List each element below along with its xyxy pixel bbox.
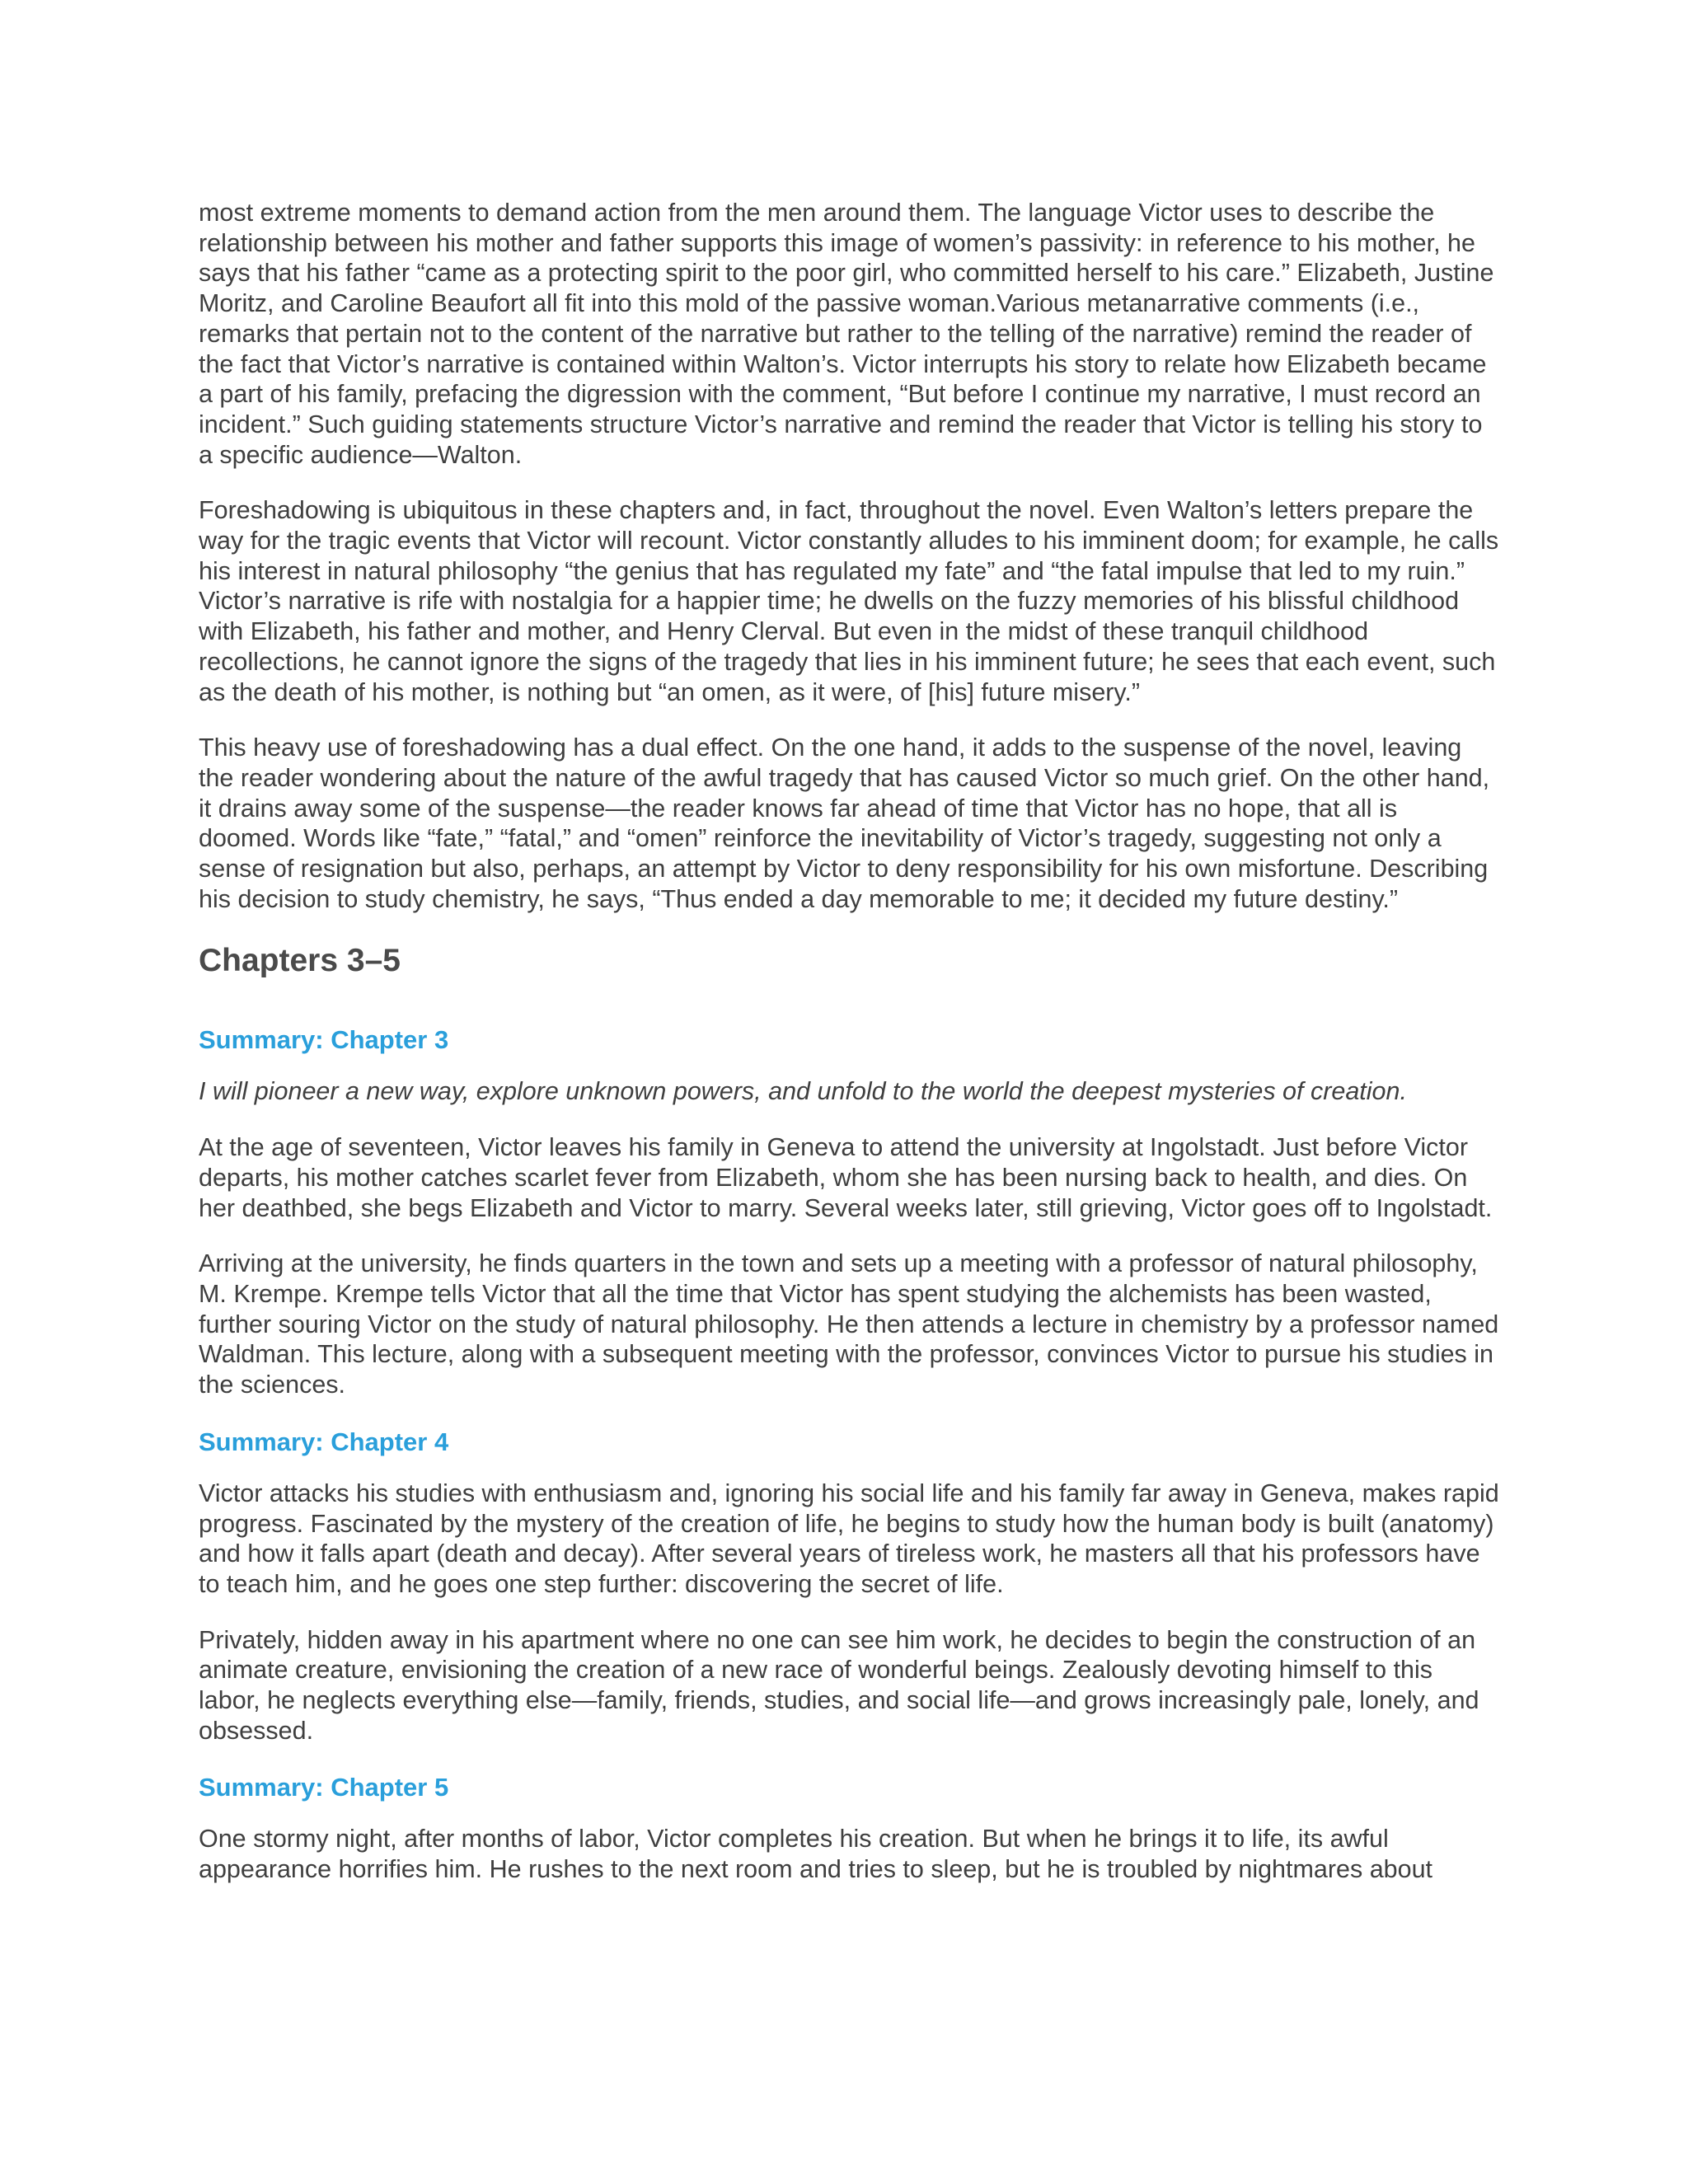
body-paragraph: Privately, hidden away in his apartment where no one can see him work, he decides to begin the construction of an animate creature, envisioning the creation of a new race of wonderful beings. Zealously devoting himself to this labor, he neglects everything else—family, friends, studies, and social life—and grows increasingly pale, lonely, and obsessed.	[199, 1625, 1479, 1745]
body-paragraph: Arriving at the university, he finds quarters in the town and sets up a meeting with a professor of natural philosophy, M. Krempe. Krempe tells Victor that all the time that Victor has spent studying the alchemists has been wasted, further souring Victor on the study of natural philosophy. He then attends a lecture in chemistry by a professor named Waldman. This lecture, along with a subsequent meeting with the professor, convinces Victor to pursue his studies in the sciences.	[199, 1249, 1499, 1399]
summary-heading-chapter-3: Summary: Chapter 3	[199, 1025, 449, 1055]
body-paragraph: Foreshadowing is ubiquitous in these chapters and, in fact, throughout the novel. Even Walton’s letters prepare the way for the tragic events that Victor will recount. Victor constantly alludes to his imminent doom; for example, he calls his interest in natural philosophy “the genius that has regulated my fate” and “the fatal impulse that led to my ruin.” Victor’s narrative is rife with nostalgia for a happier time; he dwells on the fuzzy memories of his blissful childhood with Elizabeth, his father and mother, and Henry Clerval. But even in the midst of these tranquil childhood recollections, he cannot ignore the signs of the tragedy that lies in his imminent future; he sees that each event, such as the death of his mother, is nothing but “an omen, as it were, of [his] future misery.”	[199, 496, 1499, 706]
summary-heading-chapter-4: Summary: Chapter 4	[199, 1427, 449, 1456]
page-content	[199, 198, 1501, 1885]
epigraph-quote: I will pioneer a new way, explore unknown powers, and unfold to the world the deepest mysteries of creation.	[199, 1077, 1407, 1106]
body-paragraph: At the age of seventeen, Victor leaves his family in Geneva to attend the university at Ingolstadt. Just before Victor departs, his mother catches scarlet fever from Elizabeth, whom she has been nursing back to health, and dies. On her deathbed, she begs Elizabeth and Victor to marry. Several weeks later, still grieving, Victor goes off to Ingolstadt.	[199, 1133, 1493, 1222]
body-paragraph: most extreme moments to demand action from the men around them. The language Victor uses to describe the relationship between his mother and father supports this image of women’s passivity: in reference to his mother, he says that his father “came as a protecting spirit to the poor girl, who committed herself to his care.” Elizabeth, Justine Moritz, and Caroline Beaufort all fit into this mold of the passive woman.Various metanarrative comments (i.e., remarks that pertain not to the content of the narrative but rather to the telling of the narrative) remind the reader of the fact that Victor’s narrative is contained within Walton’s. Victor interrupts his story to relate how Elizabeth became a part of his family, prefacing the digression with the comment, “But before I continue my narrative, I must record an incident.” Such guiding statements structure Victor’s narrative and remind the reader that Victor is telling his story to a specific audience—Walton.	[199, 199, 1494, 469]
body-paragraph: This heavy use of foreshadowing has a dual effect. On the one hand, it adds to the suspense of the novel, leaving the reader wondering about the nature of the awful tragedy that has caused Victor so much grief. On the other hand, it drains away some of the suspense—the reader knows far ahead of time that Victor has no hope, that all is doomed. Words like “fate,” “fatal,” and “omen” reinforce the inevitability of Victor’s tragedy, suggesting not only a sense of resignation but also, perhaps, an attempt by Victor to deny responsibility for his own misfortune. Describing his decision to study chemistry, he says, “Thus ended a day memorable to me; it decided my future destiny.”	[199, 733, 1490, 913]
body-paragraph: Victor attacks his studies with enthusiasm and, ignoring his social life and his family far away in Geneva, makes rapid progress. Fascinated by the mystery of the creation of life, he begins to study how the human body is built (anatomy) and how it falls apart (death and decay). After several years of tireless work, he masters all that his professors have to teach him, and he goes one step further: discovering the secret of life.	[199, 1479, 1499, 1598]
chapter-heading: Chapters 3–5	[199, 943, 401, 979]
body-paragraph: One stormy night, after months of labor, Victor completes his creation. But when he brings it to life, its awful appearance horrifies him. He rushes to the next room and tries to sleep, but he is troubled by nightmares about	[199, 1825, 1433, 1884]
summary-heading-chapter-5: Summary: Chapter 5	[199, 1773, 449, 1802]
